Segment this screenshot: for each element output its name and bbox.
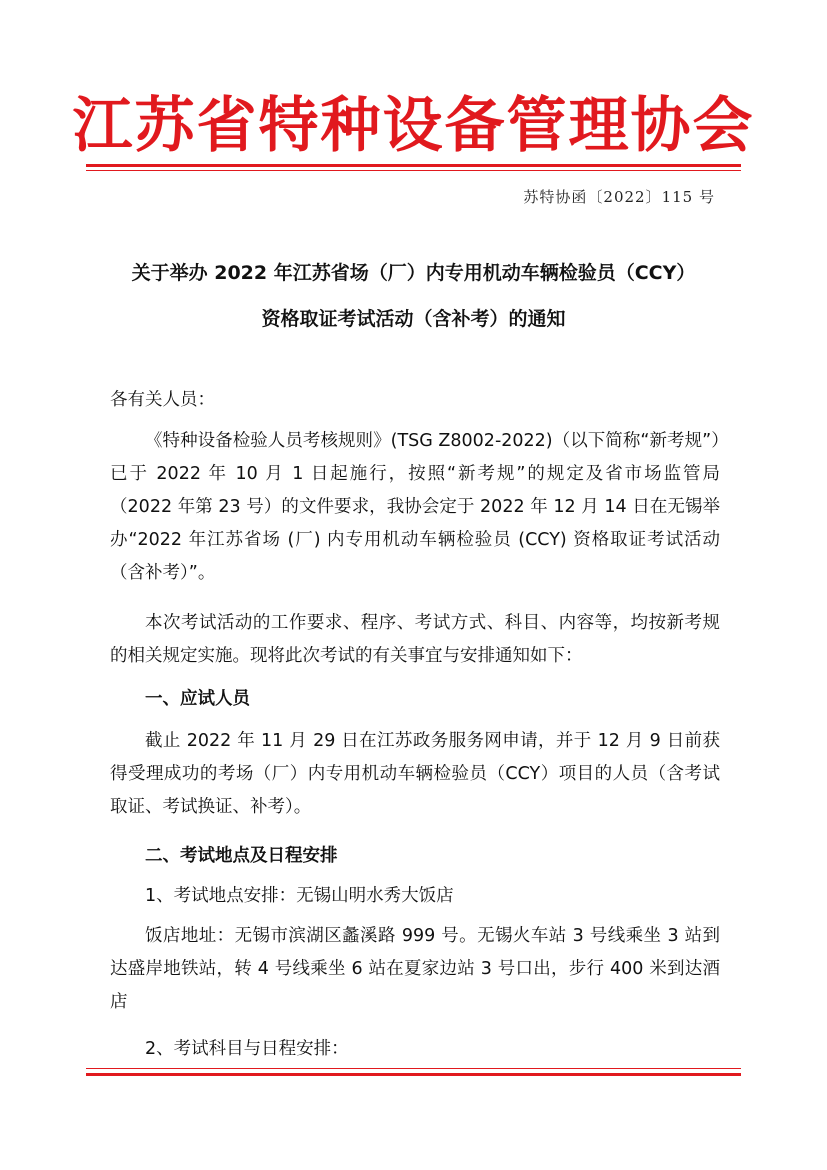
header-rule-thick bbox=[86, 164, 741, 167]
list-item-location: 1、考试地点安排：无锡山明水秀大饭店 bbox=[145, 886, 454, 906]
title-line-1: 关于举办 2022 年江苏省场（厂）内专用机动车辆检验员（CCY） bbox=[131, 262, 696, 284]
list-item-schedule: 2、考试科目与日程安排： bbox=[145, 1039, 349, 1059]
section-heading-location: 二、考试地点及日程安排 bbox=[145, 846, 338, 866]
paragraph-candidates: 截止 2022 年 11 月 29 日在江苏政务服务网申请，并于 12 月 9 日前获得受理成功的考场（厂）内专用机动车辆检验员（CCY）项目的人员（含考试取证、考试换证、补考）。 bbox=[110, 731, 720, 817]
footer-rule-thin bbox=[86, 1068, 741, 1069]
paragraph-requirements: 本次考试活动的工作要求、程序、考试方式、科目、内容等，均按新考规的相关规定实施。现将此次考试的有关事宜与安排通知如下： bbox=[110, 613, 720, 666]
org-masthead: 江苏省特种设备管理协会 bbox=[72, 91, 755, 161]
title-line-2: 资格取证考试活动（含补考）的通知 bbox=[261, 308, 566, 330]
footer-rule-thick bbox=[86, 1073, 741, 1076]
header-rule-thin bbox=[86, 170, 741, 171]
paragraph-regulation: 《特种设备检验人员考核规则》(TSG Z8002-2022)（以下简称“新考规”）已于 2022 年 10 月 1 日起施行，按照“新考规”的规定及省市场监管局（2022 年第 23 号）的文件要求，我协会定于 2022 年 12 月 14 日在无锡举办“2022 年江苏省场 (厂) 内专用机动车辆检验员 (CCY) 资格取证考试活动（含补考）”。 bbox=[110, 431, 720, 583]
section-heading-candidates: 一、应试人员 bbox=[145, 689, 250, 709]
paragraph-address: 饭店地址：无锡市滨湖区蠡溪路 999 号。无锡火车站 3 号线乘坐 3 站到达盛岸地铁站，转 4 号线乘坐 6 站在夏家边站 3 号口出，步行 400 米到达酒店 bbox=[110, 926, 720, 1012]
salutation: 各有关人员： bbox=[110, 390, 215, 410]
document-number: 苏特协函〔2022〕115 号 bbox=[523, 188, 715, 206]
